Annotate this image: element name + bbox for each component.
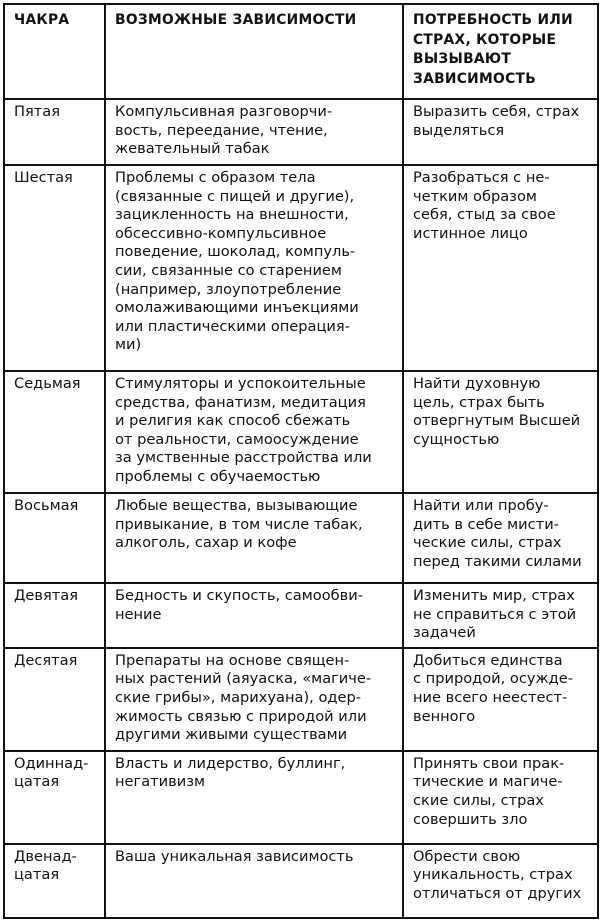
cell-chakra: Девятая [4, 583, 105, 648]
cell-chakra: Пятая [4, 99, 105, 165]
cell-need-fear: Найти духовную цель, страх быть отвергнутым Высшей сущностью [403, 371, 598, 493]
cell-need-fear: Добиться единства с природой, осужде- ние всего неестест- венного [403, 648, 598, 751]
table-row [4, 648, 598, 751]
cell-need-fear: Принять свои прак- тические и магиче- ские силы, страх совершить зло [403, 751, 598, 844]
table-row [4, 844, 598, 918]
cell-addictions: Любые вещества, вызывающие привыкание, в том числе табак, алкоголь, сахар и кофе [105, 493, 403, 583]
header-addictions: ВОЗМОЖНЫЕ ЗАВИСИМОСТИ [105, 4, 403, 99]
cell-addictions: Власть и лидерство, буллинг, негативизм [105, 751, 403, 844]
cell-addictions: Ваша уникальная зависимость [105, 844, 403, 918]
table-header-row [4, 4, 598, 99]
table-row [4, 493, 598, 583]
cell-chakra: Одиннад- цатая [4, 751, 105, 844]
cell-chakra: Шестая [4, 165, 105, 371]
cell-chakra: Восьмая [4, 493, 105, 583]
chakra-addictions-table [3, 3, 599, 919]
cell-addictions: Стимуляторы и успокоительные средства, фанатизм, медитация и религия как способ сбежать от реальности, самоосуждение за умственные расстройства или проблемы с обучаемостью [105, 371, 403, 493]
header-chakra: ЧАКРА [4, 4, 105, 99]
cell-chakra: Двенад- цатая [4, 844, 105, 918]
cell-need-fear: Изменить мир, страх не справиться с этой задачей [403, 583, 598, 648]
cell-addictions: Проблемы с образом тела (связанные с пищей и другие), зацикленность на внешности, обсессивно-компульсивное поведение, шоколад, компуль- сии, связанные со старением (например, злоупотребление омолаживающими инъекциями или пластическими операция- ми) [105, 165, 403, 371]
cell-addictions: Бедность и скупость, самообви- нение [105, 583, 403, 648]
cell-chakra: Седьмая [4, 371, 105, 493]
table-row [4, 371, 598, 493]
table-row [4, 751, 598, 844]
cell-addictions: Препараты на основе священ- ных растений (аяуаска, «магиче- ские грибы», марихуана), одер- жимость связью с природой или другими живыми существами [105, 648, 403, 751]
table-row [4, 165, 598, 371]
cell-need-fear: Найти или пробу- дить в себе мисти- ческие силы, страх перед такими силами [403, 493, 598, 583]
cell-need-fear: Обрести свою уникальность, страх отличаться от других [403, 844, 598, 918]
cell-need-fear: Выразить себя, страх выделяться [403, 99, 598, 165]
cell-chakra: Десятая [4, 648, 105, 751]
cell-addictions: Компульсивная разговорчи- вость, переедание, чтение, жевательный табак [105, 99, 403, 165]
table-row [4, 583, 598, 648]
cell-need-fear: Разобраться с не- четким образом себя, стыд за свое истинное лицо [403, 165, 598, 371]
table-row [4, 99, 598, 165]
header-need-fear: ПОТРЕБНОСТЬ ИЛИ СТРАХ, КОТОРЫЕ ВЫЗЫВАЮТ ЗАВИСИМОСТЬ [403, 4, 598, 99]
